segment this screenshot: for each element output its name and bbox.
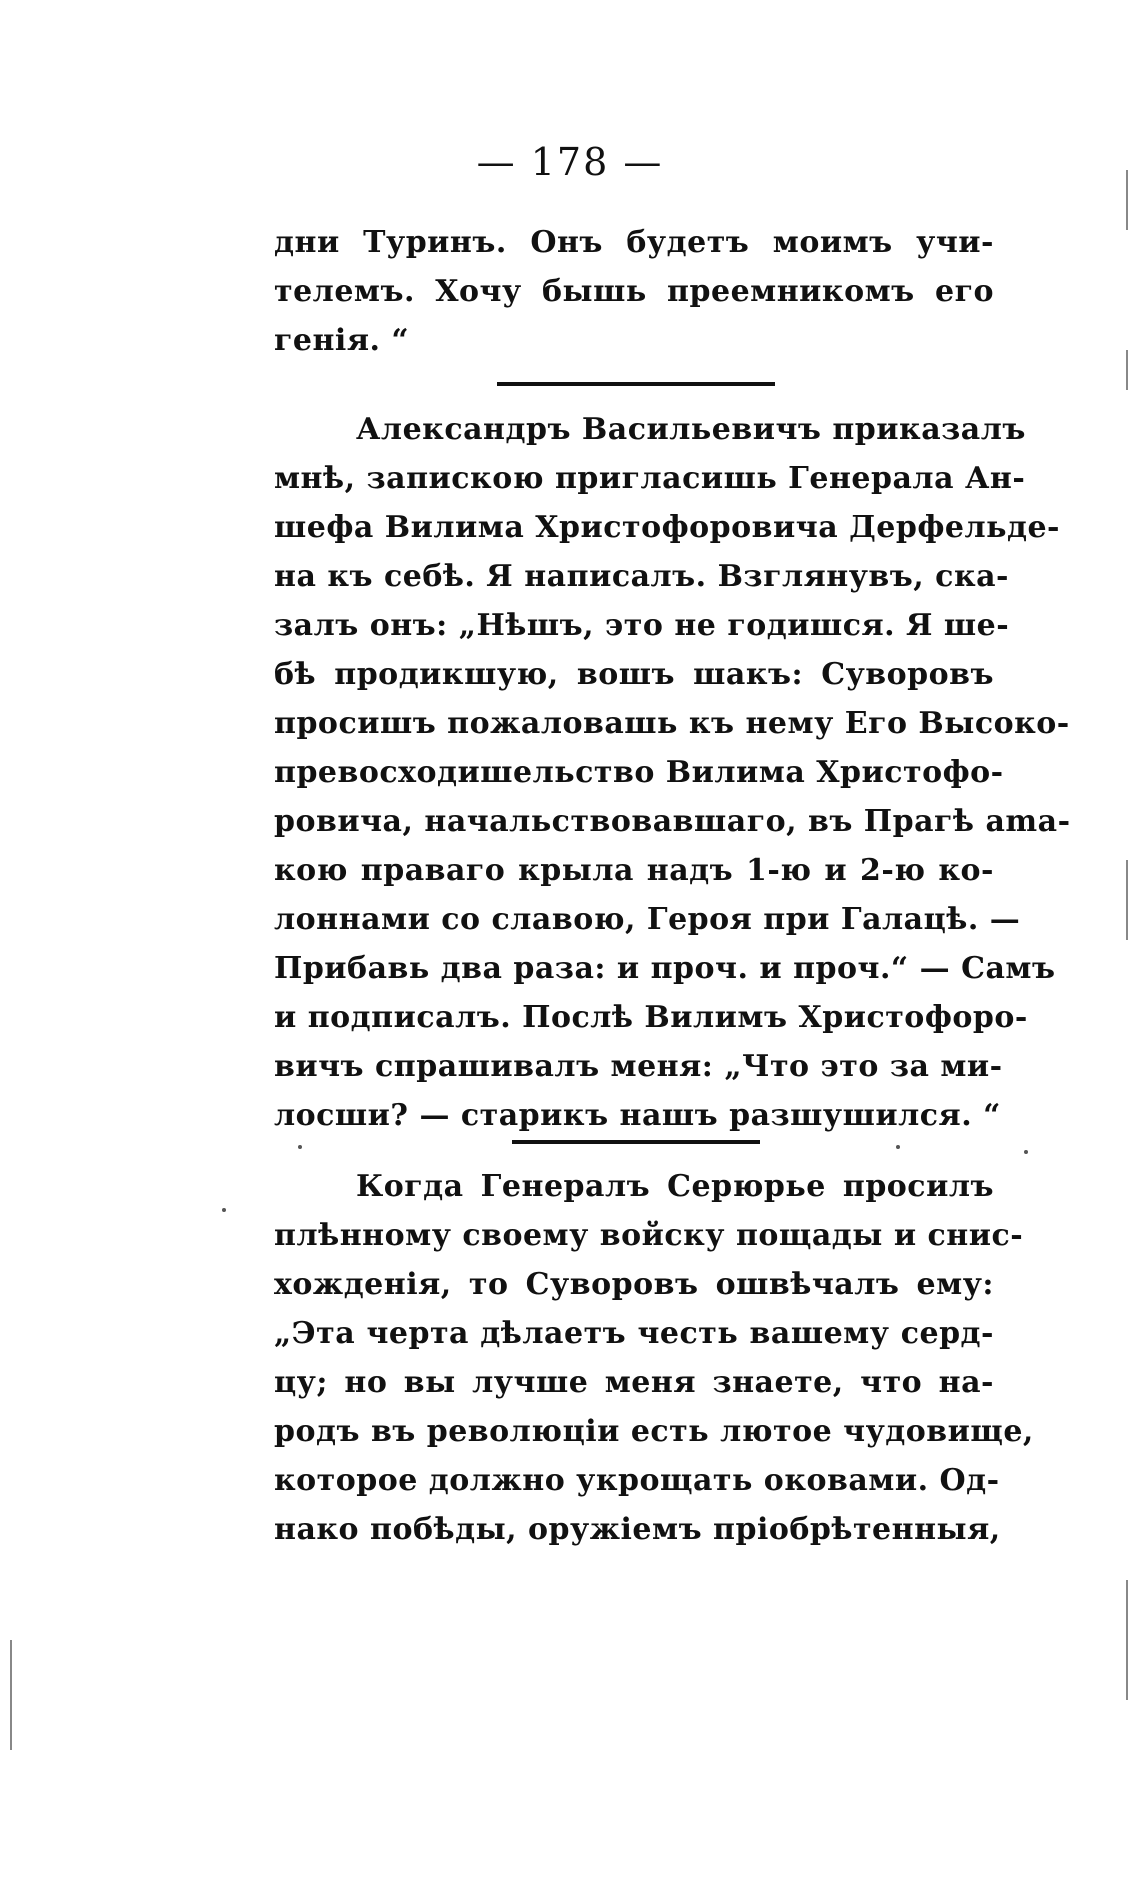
scan-edge-mark [1126,170,1128,230]
paragraph-anecdote-serurier [274,1162,1034,1554]
text-line: нако побѣды, оружіемъ пріобрѣтенныя, [274,1512,1001,1547]
text-line: ровича, начальствовавшаго, въ Прагѣ аmа- [274,804,1071,839]
text-line: вичъ спрашивалъ меня: „Что это за ми- [274,1049,1003,1084]
page-number: — 178 — [476,140,664,184]
scan-edge-mark [1126,1580,1128,1700]
text-line: просишъ пожаловашь къ нему Его Высоко- [274,706,1070,741]
text-line: которое должно укрощать оковами. Од- [274,1463,1000,1498]
section-divider [512,1140,760,1144]
text-line: и подписалъ. Послѣ Вилимъ Христофоро- [274,1000,1028,1035]
scan-speck [298,1145,302,1149]
text-line: „Эта черта дѣлаетъ честь вашему серд- [274,1316,994,1351]
text-line: шефа Вилима Христофоровича Дерфельде- [274,510,1061,545]
paragraph-continuation [274,218,994,365]
text-line: на къ себѣ. Я написалъ. Взглянувъ, ска- [274,559,1010,594]
text-line: родъ въ революціи есть лютое чудовище, [274,1414,1034,1449]
text-line: хожденія, то Суворовъ ошвѣчалъ ему: [274,1267,994,1302]
text-line: превосходишельство Вилима Христофо- [274,755,1004,790]
text-line: телемъ. Хочу бышь преемникомъ его [274,274,994,309]
text-line: лоннами со славою, Героя при Галацѣ. — [274,902,1021,937]
text-line: цу; но вы лучше меня знаете, что на- [274,1365,994,1400]
paragraph-anecdote-derfelden [274,405,1071,1140]
text-line: Когда Генералъ Серюрье просилъ [356,1169,994,1204]
scan-edge-mark [1126,860,1128,940]
scan-edge-mark [10,1640,12,1750]
scan-speck [896,1145,900,1149]
section-divider [497,382,775,386]
scan-speck [1024,1150,1028,1154]
text-line: генія. “ [274,323,410,358]
text-line: залъ онъ: „Нѣшъ, это не годишся. Я шe- [274,608,1010,643]
text-line: мнѣ, запискою пригласишь Генерала Ан- [274,461,1026,496]
scan-speck [222,1208,226,1212]
scan-edge-mark [1126,350,1128,390]
text-line: Александръ Васильевичъ приказалъ [356,412,1026,447]
text-line: бѣ продикшую, вошъ шакъ: Суворовъ [274,657,994,692]
text-line: плѣнному своему войску пощады и снис- [274,1218,1024,1253]
text-line: кою праваго крыла надъ 1-ю и 2-ю ко- [274,853,994,888]
text-line: дни Туринъ. Онъ будетъ моимъ учи- [274,225,994,260]
text-line: Прибавь два раза: и проч. и проч.“ — Самъ [274,951,1056,986]
text-line: лосши? — старикъ нашъ разшушился. “ [274,1098,1001,1133]
